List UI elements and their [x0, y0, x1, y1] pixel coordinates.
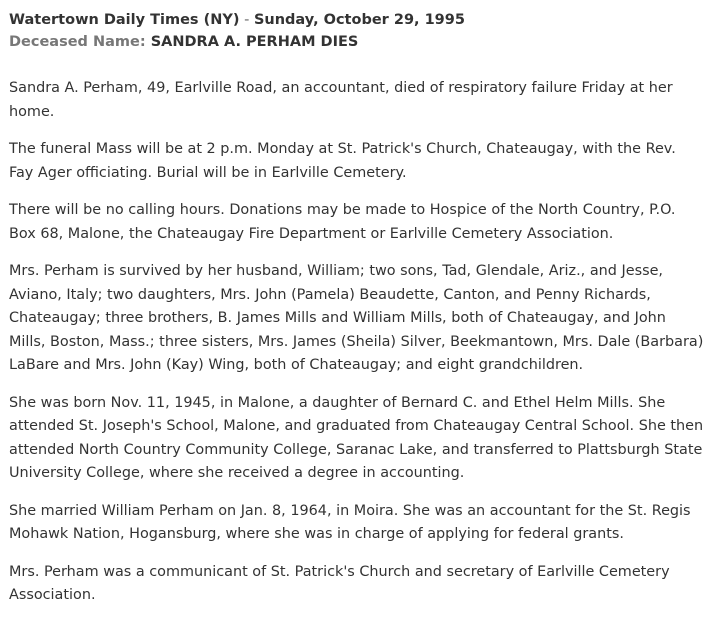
source-line — [9, 9, 704, 31]
deceased-label: Deceased Name: — [9, 34, 146, 50]
paragraph-3: There will be no calling hours. Donations may be made to Hospice of the North Country, P.O. Box 68, Malone, the Chateaugay Fire Department or Earlville Cemetery Association. — [9, 202, 676, 242]
publication-date: Sunday, October 29, 1995 — [253, 12, 465, 28]
paragraph-6: She married William Perham on Jan. 8, 1964, in Moira. She was an accountant for the St. Regis Mohawk Nation, Hogansburg, where she was in charge of applying for federal grants. — [9, 502, 691, 542]
newspaper-name: Watertown Daily Times (NY) — [9, 12, 240, 28]
article-header — [9, 9, 704, 53]
article-body — [9, 77, 704, 608]
paragraph-2: The funeral Mass will be at 2 p.m. Monday at St. Patrick's Church, Chateaugay, with the Rev. Fay Ager officiating. Burial will be in Earlville Cemetery. — [9, 141, 676, 181]
paragraph-5: She was born Nov. 11, 1945, in Malone, a daughter of Bernard C. and Ethel Helm Mills. She attended St. Joseph's School, Malone, and graduated from Chateaugay Central School. She then attended North Country Community College, Saranac Lake, and transferred to Plattsburgh State University College, where she received a degree in accounting. — [9, 394, 704, 481]
deceased-name: SANDRA A. PERHAM DIES — [150, 34, 359, 50]
paragraph-7: Mrs. Perham was a communicant of St. Patrick's Church and secretary of Earlville Cemetery Association. — [9, 563, 670, 603]
deceased-line — [9, 31, 704, 53]
paragraph-4: Mrs. Perham is survived by her husband, William; two sons, Tad, Glendale, Ariz., and Jesse, Aviano, Italy; two daughters, Mrs. John (Pamela) Beaudette, Canton, and Penny Richards, Chateaugay; three brothers, B. James Mills and William Mills, both of Chateaugay, and John Mills, Boston, Mass.; three sisters, Mrs. James (Sheila) Silver, Beekmantown, Mrs. Dale (Barbara) LaBare and Mrs. John (Kay) Wing, both of Chateaugay; and eight grandchildren. — [9, 263, 704, 373]
title-separator: - — [239, 12, 254, 28]
paragraph-1: Sandra A. Perham, 49, Earlville Road, an accountant, died of respiratory failure Friday at her home. — [9, 80, 673, 120]
